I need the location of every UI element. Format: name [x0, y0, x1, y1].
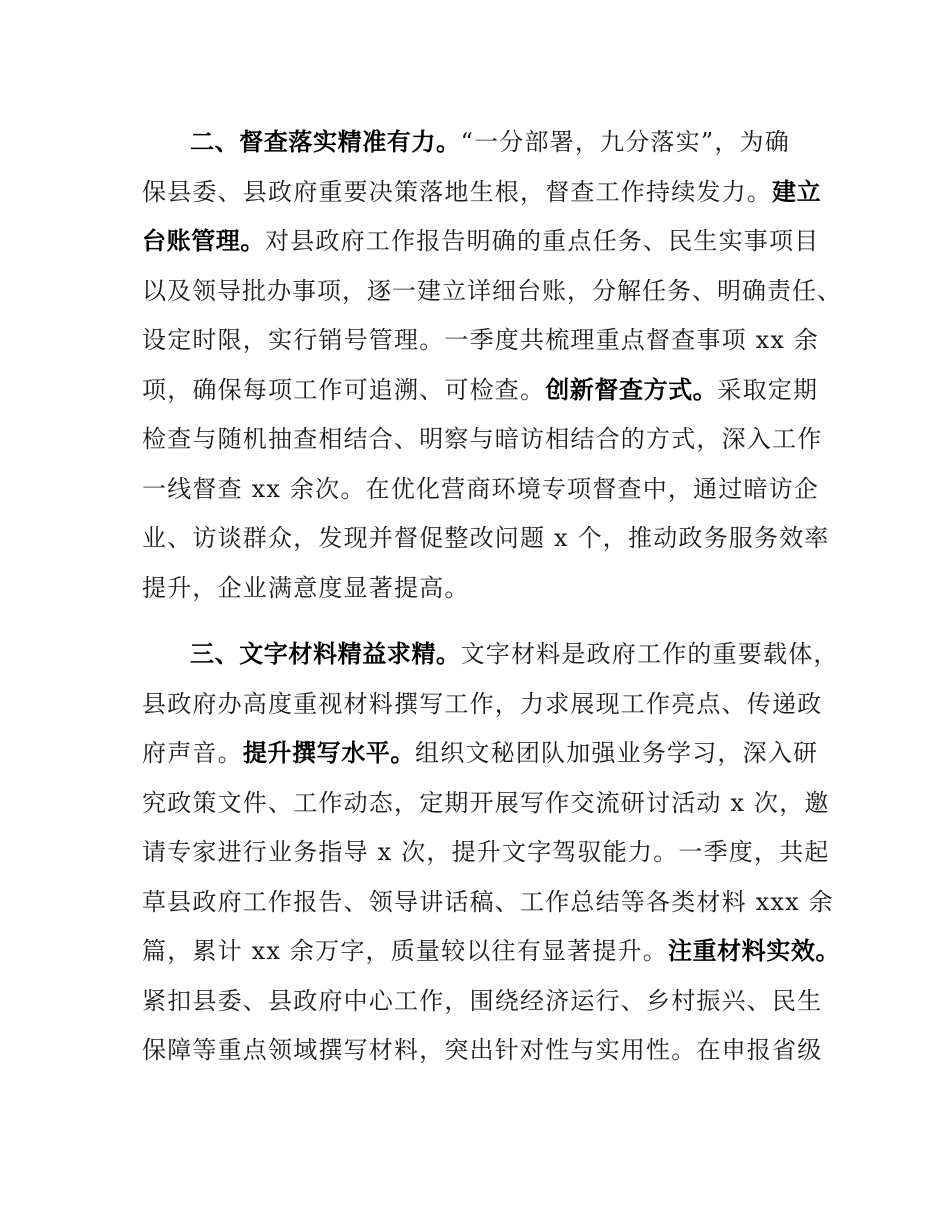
bold-heading-text: 创新督查方式。 [545, 375, 718, 404]
text-line [142, 977, 842, 1027]
body-text: 紧扣县委、县政府中心工作，围绕经济运行、乡村振兴、民生 [142, 986, 823, 1015]
text-line [142, 680, 842, 730]
text-line [142, 465, 842, 515]
text-line [142, 1026, 842, 1076]
text-line [142, 514, 842, 564]
body-text: 文字材料是政府工作的重要载体， [460, 640, 839, 668]
body-text: 县政府办高度重视材料撰写工作，力求展现工作亮点、传递政 [142, 689, 823, 718]
bold-heading-text: 建立 [772, 177, 822, 206]
body-text: 府声音。 [142, 739, 243, 767]
body-text: 业、访谈群众，发现并督促整改问题 x 个，推动政务服务效率 [142, 524, 830, 552]
bold-heading-text: 注重材料实效。 [667, 937, 841, 965]
text-line [142, 878, 842, 928]
text-line [142, 415, 842, 465]
bold-heading-text: 二、督查落实精准有力。 [190, 128, 461, 156]
text-line [142, 366, 842, 416]
body-text: 草县政府工作报告、领导讲话稿、工作总结等各类材料 xxx 余 [142, 887, 834, 916]
body-text: 对县政府工作报告明确的重点任务、民生实事项目 [265, 227, 820, 255]
text-line [142, 779, 842, 829]
text-line [142, 217, 842, 267]
body-text: 提升，企业满意度显著提高。 [142, 573, 470, 602]
text-line [142, 927, 842, 977]
body-text: 项，确保每项工作可追溯、可检查。 [142, 375, 546, 404]
text-line [142, 118, 842, 168]
text-line [142, 564, 842, 614]
text-line [142, 316, 842, 366]
bold-heading-text: 台账管理。 [142, 227, 265, 255]
body-text: 以及领导批办事项，逐一建立详细台账，分解任务、明确责任、 [142, 276, 842, 305]
bold-heading-text: 提升撰写水平。 [242, 739, 416, 767]
bold-heading-text: 三、文字材料精益求精。 [190, 640, 461, 668]
text-line [142, 168, 842, 218]
body-text: 检查与随机抽查相结合、明察与暗访相结合的方式，深入工作 [142, 425, 823, 453]
text-line [142, 828, 842, 878]
body-text: 篇，累计 xx 余万字，质量较以往有显著提升。 [142, 937, 668, 965]
body-text: 一线督查 xx 余次。在优化营商环境专项督查中，通过暗访企 [142, 474, 820, 503]
body-text: 请专家进行业务指导 x 次，提升文字驾驭能力。一季度，共起 [142, 838, 830, 866]
paragraph-supervision [142, 118, 842, 613]
body-text: 组织文秘团队加强业务学习，深入研 [415, 739, 819, 767]
text-line [142, 267, 842, 317]
body-text: 保县委、县政府重要决策落地生根，督查工作持续发力。 [142, 177, 772, 206]
body-text: 保障等重点领域撰写材料，突出针对性与实用性。在申报省级 [142, 1036, 823, 1064]
body-text: 采取定期 [717, 375, 819, 404]
text-line [142, 630, 842, 680]
body-text: 究政策文件、工作动态，定期开展写作交流研讨活动 x 次，邀 [142, 788, 830, 817]
body-text: “一分部署，九分落实”，为确 [460, 128, 790, 156]
text-line [142, 729, 842, 779]
body-text: 设定时限，实行销号管理。一季度共梳理重点督查事项 xx 余 [142, 326, 820, 354]
paragraph-written-materials [142, 630, 842, 1076]
